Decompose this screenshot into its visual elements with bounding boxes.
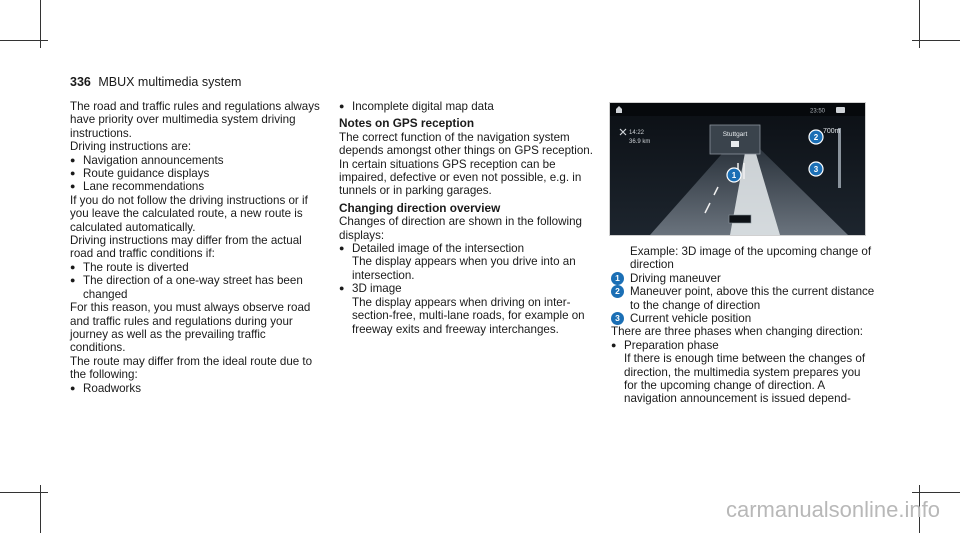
paragraph: The display appears when you drive into an intersection. xyxy=(352,255,576,282)
legend-number: 2 xyxy=(611,285,624,298)
crop-mark xyxy=(912,40,960,41)
list-item: ● Incomplete digital map data xyxy=(339,100,494,113)
bullet-icon: ● xyxy=(70,261,76,272)
bullet-icon: ● xyxy=(339,243,345,254)
svg-text:1: 1 xyxy=(731,171,737,180)
list-item: ● Detailed image of the intersection xyxy=(339,242,525,256)
section-heading: Changing direction overview xyxy=(339,200,501,215)
legend-item: 3 Current vehicle position xyxy=(611,312,876,325)
bullet-icon: ● xyxy=(70,275,76,286)
list-item: ● The route is diverted xyxy=(70,260,189,274)
bullet-icon: ● xyxy=(70,154,76,165)
eta-time: 14:22 xyxy=(629,130,645,136)
svg-text:2: 2 xyxy=(813,133,819,142)
page-number: 336 xyxy=(70,75,91,89)
lane-guidance-icon xyxy=(729,215,751,223)
distance-bar xyxy=(838,128,841,188)
svg-text:3: 3 xyxy=(813,165,819,174)
list-item: ● 3D image xyxy=(339,282,402,296)
paragraph: The display appears when driving on inter-section-free, multi-lane roads, for example on freeway exits and freeway interchanges. xyxy=(352,295,585,336)
crop-mark xyxy=(0,40,48,41)
paragraph: Driving instructions are: xyxy=(70,140,192,154)
status-time: 23:50 xyxy=(810,108,826,115)
remaining-distance: 36.9 km xyxy=(629,139,651,145)
paragraph: The correct function of the navigation system depends amongst other things on GPS reception. In certain situations GPS reception can be impaired, defective or even not possible, e.g. in tunnels or in parking garages. xyxy=(339,130,593,198)
legend-item: 1 Driving maneuver xyxy=(611,272,876,285)
column-left xyxy=(70,100,322,395)
column-right xyxy=(611,245,876,406)
paragraph: Driving instructions may differ from the actual road and traffic conditions if: xyxy=(70,234,302,261)
list-item: ● Preparation phase xyxy=(611,338,719,352)
paragraph: If there is enough time between the changes of direction, the multimedia system prepares you for the upcoming change of direction. A navigation announcement is issued depend- xyxy=(624,352,866,406)
paragraph: For this reason, you must always observe road and traffic rules and regulations during your journey as well as the prevailing traffic conditions. xyxy=(70,301,311,355)
paragraph: If you do not follow the driving instructions or if you leave the calculated route, a new route is calculated automatically. xyxy=(70,193,308,234)
page-header xyxy=(70,75,241,89)
crop-mark xyxy=(0,492,48,493)
list-item: ● Lane recommendations xyxy=(70,180,205,194)
destination-sign xyxy=(710,125,760,154)
list-item: ● Navigation announcements xyxy=(70,153,224,167)
section-heading: Notes on GPS reception xyxy=(339,116,475,131)
bullet-icon: ● xyxy=(339,283,345,294)
bullet-icon: ● xyxy=(70,181,76,192)
legend-number: 3 xyxy=(611,312,624,325)
list-item: ● Roadworks xyxy=(70,381,141,395)
legend-number: 1 xyxy=(611,272,624,285)
message-icon[interactable] xyxy=(836,107,845,113)
watermark: carmanualsonline.info xyxy=(725,497,940,522)
bullet-icon: ● xyxy=(339,101,345,111)
legend-item: 2 Maneuver point, above this the current distance to the change of direction xyxy=(611,285,876,312)
crop-mark xyxy=(912,492,960,493)
highway-icon xyxy=(731,141,739,147)
navigation-3d-screenshot xyxy=(609,102,866,236)
page-title: MBUX multimedia system xyxy=(98,75,242,89)
bullet-icon: ● xyxy=(70,382,76,393)
paragraph: There are three phases when changing direction: xyxy=(611,325,863,339)
paragraph: The route may differ from the ideal route due to the following: xyxy=(70,354,313,382)
paragraph: Changes of direction are shown in the following displays: xyxy=(339,215,582,242)
column-middle xyxy=(339,100,601,336)
list-item: ● The direction of a one-way street has been changed xyxy=(70,274,303,301)
paragraph: The road and traffic rules and regulations always have priority over multimedia system driving instructions. xyxy=(70,100,320,140)
destination-name: Stuttgart xyxy=(722,131,748,138)
status-bar xyxy=(610,103,865,116)
bullet-icon: ● xyxy=(611,339,617,350)
figure-caption: Example: 3D image of the upcoming change of direction xyxy=(630,245,872,272)
bullet-icon: ● xyxy=(70,168,76,179)
maneuver-distance: 700m xyxy=(823,128,841,135)
list-item: ● Route guidance displays xyxy=(70,167,210,181)
